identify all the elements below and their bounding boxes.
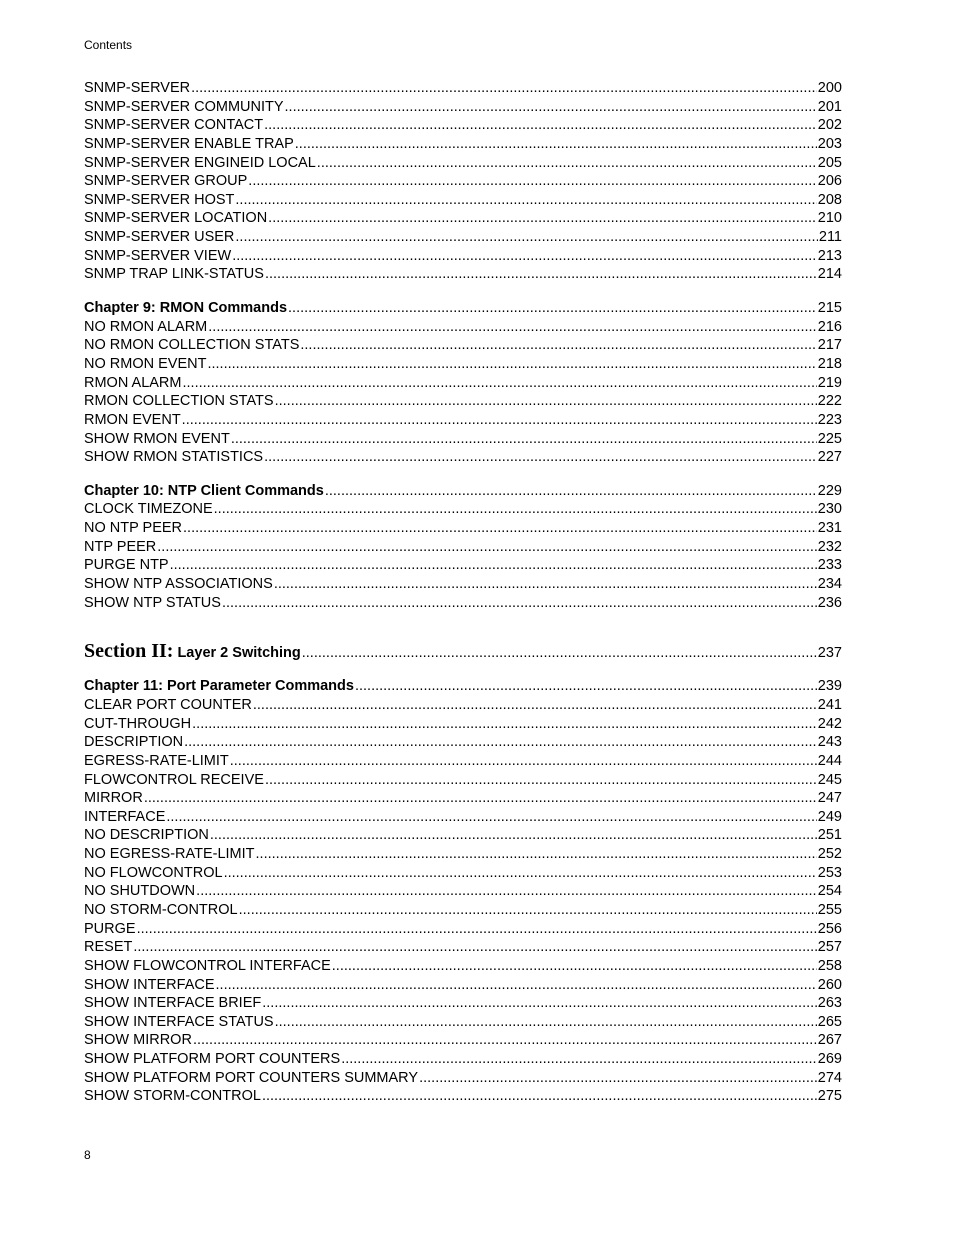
toc-page-number: 247 xyxy=(817,790,842,807)
toc-entry-title: RMON ALARM xyxy=(84,374,182,391)
toc-page-number: 236 xyxy=(817,594,842,611)
toc-entry[interactable] xyxy=(84,172,842,191)
toc-entry[interactable] xyxy=(84,845,842,864)
spacer xyxy=(84,612,842,640)
page-number: 8 xyxy=(84,1148,91,1162)
toc-entry-title: NO STORM-CONTROL xyxy=(84,901,238,918)
spacer xyxy=(84,284,842,299)
table-of-contents xyxy=(84,79,842,1106)
toc-chapter-title: Chapter 9: RMON Commands xyxy=(84,300,288,317)
toc-page-number: 257 xyxy=(817,939,842,956)
toc-entry-title: SHOW RMON STATISTICS xyxy=(84,449,264,466)
toc-page-number: 213 xyxy=(817,247,842,264)
toc-page-number: 263 xyxy=(817,995,842,1012)
toc-entry[interactable] xyxy=(84,519,842,538)
toc-entry[interactable] xyxy=(84,1013,842,1032)
toc-entry[interactable] xyxy=(84,882,842,901)
dot-leader xyxy=(157,538,817,557)
dot-leader xyxy=(264,448,817,467)
toc-entry[interactable] xyxy=(84,1069,842,1088)
spacer xyxy=(84,467,842,482)
toc-chapter-heading[interactable] xyxy=(84,677,842,696)
toc-page-number: 275 xyxy=(817,1088,842,1105)
dot-leader xyxy=(265,265,817,284)
toc-entry-title: NO DESCRIPTION xyxy=(84,827,209,844)
dot-leader xyxy=(183,374,817,393)
toc-page-number: 216 xyxy=(817,318,842,335)
toc-page-number: 256 xyxy=(817,920,842,937)
toc-chapter-title: Chapter 11: Port Parameter Commands xyxy=(84,678,354,695)
toc-entry-title: SHOW PLATFORM PORT COUNTERS xyxy=(84,1051,341,1068)
toc-page-number: 255 xyxy=(817,901,842,918)
dot-leader xyxy=(166,808,816,827)
toc-entry-title: SNMP-SERVER CONTACT xyxy=(84,117,264,134)
toc-entry[interactable] xyxy=(84,696,842,715)
dot-leader xyxy=(275,392,817,411)
toc-page-number: 249 xyxy=(817,808,842,825)
toc-entry[interactable] xyxy=(84,98,842,117)
dot-leader xyxy=(191,79,817,98)
dot-leader xyxy=(256,845,817,864)
toc-entry[interactable] xyxy=(84,336,842,355)
toc-entry-title: EGRESS-RATE-LIMIT xyxy=(84,752,229,769)
toc-page-number: 229 xyxy=(817,482,842,499)
toc-chapter-9 xyxy=(84,299,842,467)
dot-leader xyxy=(196,882,817,901)
toc-section-label: Section II: xyxy=(84,640,174,663)
dot-leader xyxy=(235,191,816,210)
dot-leader xyxy=(214,500,817,519)
toc-entry-title: SNMP-SERVER COMMUNITY xyxy=(84,98,284,115)
toc-chapter-heading[interactable] xyxy=(84,299,842,318)
toc-entry[interactable] xyxy=(84,247,842,266)
dot-leader xyxy=(193,1031,817,1050)
toc-page-number: 237 xyxy=(817,645,842,662)
toc-entry[interactable] xyxy=(84,994,842,1013)
toc-entry-title: RMON EVENT xyxy=(84,411,181,428)
dot-leader xyxy=(248,172,817,191)
dot-leader xyxy=(222,594,817,613)
toc-entry-title: MIRROR xyxy=(84,790,143,807)
toc-entry[interactable] xyxy=(84,752,842,771)
toc-chapter-10 xyxy=(84,482,842,612)
toc-entry[interactable] xyxy=(84,374,842,393)
dot-leader xyxy=(268,209,817,228)
toc-section-heading[interactable] xyxy=(84,640,842,662)
toc-entry[interactable] xyxy=(84,575,842,594)
toc-entry[interactable] xyxy=(84,209,842,228)
toc-entry[interactable] xyxy=(84,957,842,976)
toc-entry[interactable] xyxy=(84,771,842,790)
dot-leader xyxy=(183,519,817,538)
toc-entry-title: SHOW FLOWCONTROL INTERFACE xyxy=(84,957,331,974)
toc-page-number: 200 xyxy=(817,80,842,96)
toc-entry-title: FLOWCONTROL RECEIVE xyxy=(84,771,264,788)
toc-page-number: 258 xyxy=(817,957,842,974)
toc-entry-title: CUT-THROUGH xyxy=(84,715,192,732)
toc-entry[interactable] xyxy=(84,191,842,210)
toc-entry-title: SNMP-SERVER USER xyxy=(84,229,235,246)
toc-page-number: 241 xyxy=(817,696,842,713)
toc-entry-title: SNMP-SERVER LOCATION xyxy=(84,210,268,227)
toc-entry-title: SNMP-SERVER ENGINEID LOCAL xyxy=(84,154,316,171)
toc-entry[interactable] xyxy=(84,228,842,247)
toc-page-number: 242 xyxy=(817,715,842,732)
toc-page-number: 225 xyxy=(817,430,842,447)
dot-leader xyxy=(332,957,817,976)
toc-entry-title: SHOW NTP STATUS xyxy=(84,594,221,611)
toc-entry-title: SNMP-SERVER ENABLE TRAP xyxy=(84,135,294,152)
toc-entry[interactable] xyxy=(84,448,842,467)
dot-leader xyxy=(274,575,817,594)
dot-leader xyxy=(253,696,817,715)
toc-entry[interactable] xyxy=(84,1087,842,1106)
dot-leader xyxy=(239,901,817,920)
toc-entry[interactable] xyxy=(84,116,842,135)
dot-leader xyxy=(325,482,817,501)
toc-group-snmp xyxy=(84,79,842,284)
toc-page-number: 214 xyxy=(817,266,842,283)
toc-entry-title: SNMP-SERVER HOST xyxy=(84,191,235,208)
toc-entry-title: SNMP TRAP LINK-STATUS xyxy=(84,266,264,283)
toc-entry[interactable] xyxy=(84,733,842,752)
toc-entry-title: RMON COLLECTION STATS xyxy=(84,393,274,410)
dot-leader xyxy=(300,336,816,355)
toc-section-title xyxy=(84,640,301,664)
toc-entry-title: CLOCK TIMEZONE xyxy=(84,501,213,518)
toc-page-number: 219 xyxy=(817,374,842,391)
toc-page-number: 243 xyxy=(817,734,842,751)
toc-entry[interactable] xyxy=(84,355,842,374)
toc-entry-title: SNMP-SERVER GROUP xyxy=(84,173,248,190)
toc-entry-title: SHOW INTERFACE STATUS xyxy=(84,1013,274,1030)
toc-page-number: 217 xyxy=(817,337,842,354)
dot-leader xyxy=(264,116,817,135)
toc-entry[interactable] xyxy=(84,430,842,449)
dot-leader xyxy=(184,733,817,752)
toc-entry[interactable] xyxy=(84,392,842,411)
toc-entry-title: SNMP-SERVER VIEW xyxy=(84,247,232,264)
toc-entry[interactable] xyxy=(84,538,842,557)
dot-leader xyxy=(265,771,817,790)
dot-leader xyxy=(295,135,817,154)
toc-page-number: 239 xyxy=(817,678,842,695)
dot-leader xyxy=(285,98,817,117)
dot-leader xyxy=(317,154,817,173)
toc-entry[interactable] xyxy=(84,1050,842,1069)
toc-entry-title: SHOW RMON EVENT xyxy=(84,430,230,447)
dot-leader xyxy=(137,920,817,939)
dot-leader xyxy=(231,430,817,449)
toc-entry-title: NO EGRESS-RATE-LIMIT xyxy=(84,846,255,863)
toc-page-number: 245 xyxy=(817,771,842,788)
toc-page-number: 223 xyxy=(817,411,842,428)
toc-entry-title: PURGE xyxy=(84,920,136,937)
toc-entry[interactable] xyxy=(84,789,842,808)
dot-leader xyxy=(182,411,817,430)
toc-page-number: 233 xyxy=(817,557,842,574)
toc-entry[interactable] xyxy=(84,715,842,734)
toc-chapter-entries xyxy=(84,500,842,612)
dot-leader xyxy=(210,826,817,845)
toc-page-number: 218 xyxy=(817,355,842,372)
toc-entry[interactable] xyxy=(84,808,842,827)
dot-leader xyxy=(216,976,817,995)
toc-entry-title: SHOW NTP ASSOCIATIONS xyxy=(84,576,273,593)
dot-leader xyxy=(208,318,817,337)
toc-entry[interactable] xyxy=(84,500,842,519)
toc-page-number: 244 xyxy=(817,752,842,769)
dot-leader xyxy=(144,789,817,808)
toc-page-number: 260 xyxy=(817,976,842,993)
toc-entry-title: RESET xyxy=(84,939,133,956)
toc-entry[interactable] xyxy=(84,901,842,920)
dot-leader xyxy=(262,994,817,1013)
toc-entry[interactable] xyxy=(84,976,842,995)
toc-entry[interactable] xyxy=(84,920,842,939)
toc-page-number: 252 xyxy=(817,846,842,863)
toc-page-number: 211 xyxy=(818,229,842,246)
toc-page-number: 267 xyxy=(817,1032,842,1049)
toc-entry[interactable] xyxy=(84,826,842,845)
toc-entry[interactable] xyxy=(84,265,842,284)
dot-leader xyxy=(170,556,817,575)
toc-entry-title: NTP PEER xyxy=(84,538,157,555)
toc-entry[interactable] xyxy=(84,594,842,613)
toc-page-number: 251 xyxy=(817,827,842,844)
toc-chapter-entries xyxy=(84,318,842,467)
toc-page-number: 231 xyxy=(817,520,842,537)
dot-leader xyxy=(192,715,817,734)
toc-entry-title: NO FLOWCONTROL xyxy=(84,864,223,881)
toc-entry-title: SHOW STORM-CONTROL xyxy=(84,1088,261,1105)
toc-entry-title: NO NTP PEER xyxy=(84,520,183,537)
toc-entry-title: NO RMON EVENT xyxy=(84,355,207,372)
toc-page-number: 227 xyxy=(817,449,842,466)
toc-entry[interactable] xyxy=(84,79,842,98)
toc-page-number: 269 xyxy=(817,1051,842,1068)
toc-section-name: Layer 2 Switching xyxy=(177,645,301,662)
dot-leader xyxy=(232,247,817,266)
toc-entry-title: NO RMON COLLECTION STATS xyxy=(84,337,300,354)
toc-chapter-11 xyxy=(84,677,842,1106)
toc-chapter-heading[interactable] xyxy=(84,482,842,501)
dot-leader xyxy=(419,1069,817,1088)
toc-entry[interactable] xyxy=(84,135,842,154)
toc-entry-title: SHOW INTERFACE xyxy=(84,976,215,993)
dot-leader xyxy=(224,864,817,883)
toc-entry[interactable] xyxy=(84,1031,842,1050)
toc-page-number: 274 xyxy=(817,1069,842,1086)
toc-entry-title: CLEAR PORT COUNTER xyxy=(84,696,252,713)
dot-leader xyxy=(235,228,817,247)
toc-page-number: 202 xyxy=(817,117,842,134)
toc-chapter-title: Chapter 10: NTP Client Commands xyxy=(84,482,324,499)
toc-entry[interactable] xyxy=(84,556,842,575)
toc-page-number: 210 xyxy=(817,210,842,227)
dot-leader xyxy=(275,1013,817,1032)
toc-chapter-entries xyxy=(84,696,842,1106)
toc-entry-title: SHOW INTERFACE BRIEF xyxy=(84,995,262,1012)
dot-leader xyxy=(230,752,817,771)
toc-entry[interactable] xyxy=(84,938,842,957)
dot-leader xyxy=(341,1050,817,1069)
toc-entry-title: SHOW MIRROR xyxy=(84,1032,192,1049)
toc-page-number: 203 xyxy=(817,135,842,152)
toc-entry-title: SHOW PLATFORM PORT COUNTERS SUMMARY xyxy=(84,1069,419,1086)
dot-leader xyxy=(207,355,816,374)
toc-page-number: 254 xyxy=(817,883,842,900)
toc-entry[interactable] xyxy=(84,154,842,173)
toc-entry-title: INTERFACE xyxy=(84,808,166,825)
spacer xyxy=(84,662,842,677)
toc-page-number: 234 xyxy=(817,576,842,593)
toc-page-number: 222 xyxy=(817,393,842,410)
toc-page-number: 201 xyxy=(817,98,842,115)
toc-entry[interactable] xyxy=(84,864,842,883)
toc-page-number: 230 xyxy=(817,501,842,518)
dot-leader xyxy=(355,677,817,696)
dot-leader xyxy=(288,299,817,318)
dot-leader xyxy=(302,642,817,664)
toc-page-number: 215 xyxy=(817,300,842,317)
dot-leader xyxy=(133,938,816,957)
toc-entry-title: DESCRIPTION xyxy=(84,734,184,751)
toc-page-number: 253 xyxy=(817,864,842,881)
toc-page-number: 232 xyxy=(817,538,842,555)
toc-page-number: 205 xyxy=(817,154,842,171)
toc-entry-title: PURGE NTP xyxy=(84,557,169,574)
toc-page-number: 206 xyxy=(817,173,842,190)
toc-entry-title: NO RMON ALARM xyxy=(84,318,208,335)
toc-page-number: 265 xyxy=(817,1013,842,1030)
running-head: Contents xyxy=(84,38,133,52)
toc-page-number: 208 xyxy=(817,191,842,208)
toc-entry-title: NO SHUTDOWN xyxy=(84,883,196,900)
toc-entry[interactable] xyxy=(84,411,842,430)
toc-entry-title: SNMP-SERVER xyxy=(84,80,191,96)
toc-entry[interactable] xyxy=(84,318,842,337)
dot-leader xyxy=(262,1087,817,1106)
